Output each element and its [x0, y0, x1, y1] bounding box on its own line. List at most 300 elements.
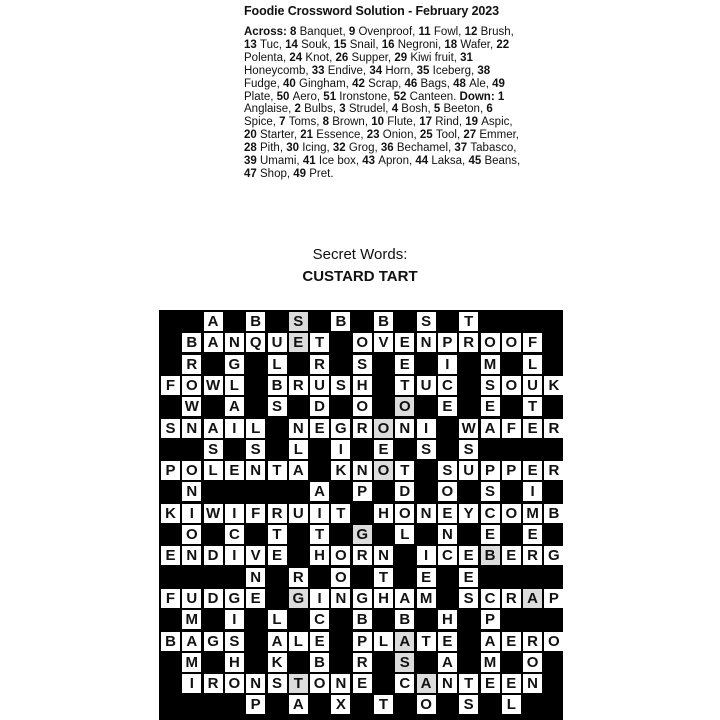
grid-cell: P — [246, 695, 265, 714]
grid-cell: E — [523, 419, 542, 438]
grid-cell: T — [374, 568, 393, 587]
grid-cell: L — [268, 355, 287, 374]
grid-cell: A — [268, 632, 287, 651]
grid-cell: H — [374, 504, 393, 523]
grid-cell: T — [395, 461, 414, 480]
grid-cell: X — [331, 695, 350, 714]
clue-number: 39 — [244, 155, 260, 168]
clue-list — [244, 26, 524, 181]
grid-cell: O — [523, 653, 542, 672]
clue-number: 38 — [477, 64, 491, 77]
grid-cell: S — [204, 440, 223, 459]
grid-cell: G — [289, 589, 308, 608]
grid-cell: U — [289, 504, 308, 523]
clue-answer: Emmer, — [479, 129, 519, 142]
grid-cell: I — [438, 355, 457, 374]
grid-cell: L — [204, 461, 223, 480]
grid-cell: K — [544, 376, 563, 395]
grid-cell: V — [374, 333, 393, 352]
grid-cell: K — [331, 461, 350, 480]
grid-cell: O — [502, 376, 521, 395]
grid-cell: L — [246, 419, 265, 438]
clue-answer: Negroni, — [397, 38, 445, 51]
clue-answer: Knot, — [305, 51, 336, 64]
grid-cell: G — [204, 632, 223, 651]
grid-cell: I — [225, 610, 244, 629]
grid-cell: N — [331, 589, 350, 608]
clue-number: 51 — [323, 90, 340, 103]
grid-cell: A — [395, 632, 414, 651]
clue-number: 9 — [348, 26, 359, 38]
grid-cell: A — [204, 333, 223, 352]
grid-cell: S — [459, 440, 478, 459]
clue-answer: Ironstone, — [339, 90, 394, 103]
grid-cell: E — [395, 333, 414, 352]
grid-cell: W — [204, 504, 223, 523]
grid-cell: B — [353, 610, 372, 629]
clue-number: 49 — [492, 77, 505, 90]
grid-cell: U — [417, 376, 436, 395]
grid-cell: A — [225, 397, 244, 416]
grid-cell: R — [523, 546, 542, 565]
clue-answer: Spice, — [244, 116, 280, 129]
clue-number: 1 — [497, 90, 505, 103]
grid-cell: V — [246, 546, 265, 565]
grid-cell: E — [523, 525, 542, 544]
grid-cell: A — [310, 482, 329, 501]
grid-cell: O — [310, 674, 329, 693]
grid-cell: R — [502, 589, 521, 608]
grid-cell: T — [374, 695, 393, 714]
secret-words-label: Secret Words: — [312, 246, 408, 263]
grid-cell: H — [374, 589, 393, 608]
clue-number: 30 — [286, 142, 303, 155]
clue-answer: Fowl, — [433, 26, 465, 38]
grid-cell: O — [502, 504, 521, 523]
grid-cell: O — [225, 674, 244, 693]
grid-cell: G — [353, 589, 372, 608]
clue-number: 46 — [404, 77, 421, 90]
grid-cell: I — [331, 440, 350, 459]
clue-number: 32 — [332, 142, 349, 155]
clue-answer: Ovenproof, — [358, 26, 419, 38]
clue-number: 20 — [244, 129, 260, 142]
clue-answer: Horn, — [385, 64, 417, 77]
clue-number: 23 — [366, 129, 383, 142]
clue-answer: Brown, — [332, 116, 372, 129]
grid-cell: E — [246, 589, 265, 608]
grid-cell: N — [353, 461, 372, 480]
grid-cell: T — [331, 504, 350, 523]
grid-cell: E — [310, 632, 329, 651]
clue-number: 24 — [289, 51, 306, 64]
grid-cell: N — [182, 546, 201, 565]
grid-cell: O — [182, 376, 201, 395]
clue-number: 29 — [394, 51, 411, 64]
grid-cell: E — [438, 632, 457, 651]
grid-cell: O — [502, 333, 521, 352]
clue-answer: Plate, — [244, 90, 277, 103]
clue-answer: Kiwi fruit, — [410, 51, 461, 64]
grid-cell: S — [268, 674, 287, 693]
grid-cell: P — [161, 461, 180, 480]
grid-cell: R — [289, 376, 308, 395]
clue-number: 19 — [465, 116, 482, 129]
clue-answer: Ice box, — [318, 155, 363, 168]
grid-cell: U — [182, 589, 201, 608]
clue-answer: Strudel, — [348, 103, 392, 116]
grid-cell: S — [481, 376, 500, 395]
grid-cell: L — [289, 632, 308, 651]
clue-number: 4 — [391, 103, 402, 116]
grid-cell: C — [481, 589, 500, 608]
clue-number: 27 — [463, 129, 480, 142]
grid-cell: N — [395, 419, 414, 438]
clue-number: 31 — [460, 51, 473, 64]
clue-answer: Aero, — [292, 90, 324, 103]
grid-cell: R — [544, 419, 563, 438]
grid-cell: E — [374, 440, 393, 459]
clue-number: 40 — [283, 77, 299, 90]
grid-cell: I — [182, 674, 201, 693]
clue-answer: Onion, — [382, 129, 420, 142]
clue-number: 47 — [244, 167, 260, 180]
grid-cell: S — [417, 312, 436, 331]
clue-number: 35 — [416, 64, 433, 77]
grid-cell: I — [310, 504, 329, 523]
grid-cell: M — [481, 653, 500, 672]
clue-answer: Brush, — [480, 26, 514, 38]
grid-cell: E — [459, 546, 478, 565]
grid-cell: T — [417, 632, 436, 651]
grid-cell: M — [182, 610, 201, 629]
grid-cell: B — [268, 376, 287, 395]
clue-answer: Gingham, — [299, 77, 353, 90]
clue-answer: Honeycomb, — [244, 64, 312, 77]
clue-number: 45 — [468, 155, 485, 168]
grid-cell: U — [523, 376, 542, 395]
grid-cell: B — [246, 312, 265, 331]
clue-number: 7 — [279, 116, 289, 129]
grid-cell: E — [481, 525, 500, 544]
grid-cell: I — [523, 482, 542, 501]
grid-cell: N — [417, 333, 436, 352]
grid-cell: L — [268, 610, 287, 629]
grid-cell: N — [182, 482, 201, 501]
grid-cell: E — [502, 674, 521, 693]
grid-cell: W — [182, 397, 201, 416]
clue-answer: Bosh, — [401, 103, 434, 116]
clue-answer: Icing, — [302, 142, 333, 155]
grid-cell: E — [289, 333, 308, 352]
clue-answer: Polenta, — [244, 51, 290, 64]
clue-answer: Pret. — [309, 167, 334, 180]
grid-cell: I — [225, 419, 244, 438]
grid-cell: R — [523, 632, 542, 651]
grid-cell: R — [353, 653, 372, 672]
clue-number: 3 — [339, 103, 349, 116]
clue-number: 44 — [415, 155, 432, 168]
grid-cell: M — [523, 504, 542, 523]
grid-cell: P — [502, 461, 521, 480]
grid-cell: D — [310, 397, 329, 416]
clue-number: 14 — [285, 38, 302, 51]
grid-cell: A — [417, 674, 436, 693]
clue-answer: Essence, — [316, 129, 367, 142]
clue-answer: Anglaise, — [244, 103, 295, 116]
grid-cell: H — [310, 546, 329, 565]
grid-cell: Y — [459, 504, 478, 523]
grid-cell: S — [353, 355, 372, 374]
grid-cell: E — [481, 397, 500, 416]
grid-cell: C — [481, 504, 500, 523]
grid-cell: H — [438, 610, 457, 629]
clue-number: 8 — [322, 116, 333, 129]
grid-cell: S — [395, 653, 414, 672]
grid-cell: P — [481, 461, 500, 480]
grid-cell: L — [502, 695, 521, 714]
grid-cell: M — [182, 653, 201, 672]
grid-cell: F — [246, 504, 265, 523]
grid-cell: I — [225, 504, 244, 523]
grid-cell: O — [417, 695, 436, 714]
clue-answer: Scrap, — [368, 77, 405, 90]
clue-number: 25 — [419, 129, 436, 142]
grid-cell: L — [395, 525, 414, 544]
grid-cell: U — [268, 333, 287, 352]
grid-cell: R — [353, 546, 372, 565]
clue-number: 37 — [454, 142, 471, 155]
grid-cell: R — [544, 461, 563, 480]
grid-cell: S — [289, 312, 308, 331]
grid-cell: O — [353, 333, 372, 352]
clue-answer: Bags, — [420, 77, 454, 90]
grid-cell: I — [417, 546, 436, 565]
clue-number: 26 — [335, 51, 352, 64]
grid-cell: A — [438, 653, 457, 672]
grid-cell: D — [204, 546, 223, 565]
grid-cell: C — [310, 610, 329, 629]
clue-answer: Tuc, — [260, 38, 286, 51]
grid-cell: A — [481, 632, 500, 651]
grid-cell: R — [268, 504, 287, 523]
grid-cell: E — [353, 674, 372, 693]
clue-number: 6 — [486, 103, 493, 116]
grid-cell: R — [182, 355, 201, 374]
grid-cell: E — [523, 461, 542, 480]
grid-cell: P — [544, 589, 563, 608]
clue-answer: Pith, — [260, 142, 287, 155]
grid-cell: C — [225, 525, 244, 544]
grid-cell: O — [438, 482, 457, 501]
grid-cell: O — [395, 397, 414, 416]
grid-cell: L — [374, 632, 393, 651]
grid-cell: N — [417, 504, 436, 523]
grid-cell: L — [225, 376, 244, 395]
grid-cell: N — [182, 419, 201, 438]
grid-cell: R — [459, 333, 478, 352]
grid-cell: W — [459, 419, 478, 438]
grid-cell: O — [395, 504, 414, 523]
grid-cell: T — [310, 525, 329, 544]
grid-cell: E — [481, 674, 500, 693]
grid-cell: F — [161, 376, 180, 395]
grid-cell: T — [395, 376, 414, 395]
grid-cell: E — [438, 504, 457, 523]
grid-cell: E — [310, 419, 329, 438]
clue-number: 16 — [381, 38, 398, 51]
grid-cell: O — [331, 546, 350, 565]
grid-cell: E — [225, 461, 244, 480]
clue-answer: Wafer, — [460, 38, 497, 51]
clue-number: 52 — [393, 90, 410, 103]
clue-number: 50 — [276, 90, 293, 103]
clue-number: 12 — [464, 26, 481, 38]
clue-answer: Grog, — [348, 142, 381, 155]
grid-cell: H — [225, 653, 244, 672]
grid-cell: O — [331, 568, 350, 587]
clue-answer: Shop, — [260, 167, 294, 180]
clue-answer: Ale, — [469, 77, 493, 90]
clue-answer: Supper, — [351, 51, 395, 64]
grid-cell: F — [502, 419, 521, 438]
crossword-grid — [159, 310, 563, 720]
grid-cell: B — [481, 546, 500, 565]
grid-cell: U — [459, 461, 478, 480]
grid-cell: A — [204, 312, 223, 331]
clue-answer: Snail, — [349, 38, 382, 51]
grid-cell: G — [225, 355, 244, 374]
clue-answer: Banquet, — [299, 26, 349, 38]
grid-cell: A — [481, 419, 500, 438]
grid-cell: G — [544, 546, 563, 565]
grid-cell: G — [225, 589, 244, 608]
grid-cell: S — [161, 419, 180, 438]
clue-number: 13 — [244, 38, 260, 51]
grid-cell: O — [182, 461, 201, 480]
grid-cell: W — [204, 376, 223, 395]
clue-answer: Laksa, — [431, 155, 469, 168]
grid-cell: O — [182, 525, 201, 544]
clue-number: 43 — [362, 155, 379, 168]
grid-cell: O — [544, 632, 563, 651]
clue-answer: Fudge, — [244, 77, 283, 90]
grid-cell: R — [289, 568, 308, 587]
grid-cell: E — [268, 546, 287, 565]
grid-cell: C — [438, 546, 457, 565]
grid-cell: K — [161, 504, 180, 523]
clue-answer: Endive, — [327, 64, 370, 77]
grid-cell: F — [161, 589, 180, 608]
grid-cell: N — [523, 674, 542, 693]
clue-number: 42 — [352, 77, 369, 90]
clue-number: 10 — [371, 116, 388, 129]
grid-cell: C — [395, 674, 414, 693]
grid-cell: T — [268, 525, 287, 544]
clue-number: 36 — [380, 142, 397, 155]
grid-cell: R — [204, 674, 223, 693]
grid-cell: N — [374, 546, 393, 565]
grid-cell: L — [523, 355, 542, 374]
clue-answer: Apron, — [378, 155, 416, 168]
grid-cell: C — [438, 376, 457, 395]
grid-cell: B — [374, 312, 393, 331]
grid-cell: B — [544, 504, 563, 523]
clue-answer: Beeton, — [443, 103, 487, 116]
clue-answer: Bechamel, — [396, 142, 455, 155]
grid-cell: P — [438, 333, 457, 352]
grid-cell: B — [182, 333, 201, 352]
grid-cell: T — [310, 333, 329, 352]
grid-cell: S — [459, 695, 478, 714]
grid-cell: A — [395, 589, 414, 608]
grid-cell: I — [182, 504, 201, 523]
grid-cell: O — [374, 461, 393, 480]
clue-number: 49 — [293, 167, 310, 180]
grid-cell: E — [502, 546, 521, 565]
clue-answer: Starter, — [260, 129, 301, 142]
grid-cell: P — [353, 482, 372, 501]
grid-cell: N — [331, 674, 350, 693]
grid-cell: B — [310, 653, 329, 672]
grid-cell: E — [417, 568, 436, 587]
grid-cell: B — [331, 312, 350, 331]
clue-answer: Iceberg, — [432, 64, 478, 77]
grid-cell: F — [523, 333, 542, 352]
grid-cell: K — [268, 653, 287, 672]
grid-cell: E — [161, 546, 180, 565]
grid-cell: A — [182, 632, 201, 651]
grid-cell: N — [438, 525, 457, 544]
grid-cell: T — [268, 461, 287, 480]
clue-number: 17 — [419, 116, 436, 129]
clue-answer: Tabasco, — [470, 142, 517, 155]
clue-number: 48 — [453, 77, 470, 90]
clue-number: 15 — [333, 38, 350, 51]
grid-cell: E — [395, 355, 414, 374]
clue-number: 21 — [300, 129, 317, 142]
clue-number: 28 — [244, 142, 260, 155]
clue-number: 2 — [294, 103, 305, 116]
grid-cell: B — [395, 610, 414, 629]
grid-cell: T — [523, 397, 542, 416]
grid-cell: G — [353, 525, 372, 544]
clue-answer: Flute, — [387, 116, 420, 129]
grid-cell: R — [353, 419, 372, 438]
clue-answer: Souk, — [301, 38, 334, 51]
clue-answer: Canteen. — [409, 90, 460, 103]
clue-answer: Aspic, — [481, 116, 513, 129]
grid-cell: N — [289, 419, 308, 438]
grid-cell: N — [438, 674, 457, 693]
grid-cell: Q — [246, 333, 265, 352]
grid-cell: P — [353, 632, 372, 651]
grid-cell: I — [225, 546, 244, 565]
grid-cell: S — [268, 397, 287, 416]
grid-cell: T — [459, 312, 478, 331]
grid-cell: S — [225, 632, 244, 651]
grid-cell: E — [438, 397, 457, 416]
clue-answer: Toms, — [288, 116, 323, 129]
grid-cell: S — [438, 461, 457, 480]
grid-cell: N — [246, 674, 265, 693]
clue-section-label: Across: — [244, 26, 291, 38]
clue-answer: Bulbs, — [304, 103, 340, 116]
clue-answer: Tool, — [435, 129, 464, 142]
grid-cell: M — [417, 589, 436, 608]
grid-cell: D — [204, 589, 223, 608]
grid-cell: U — [310, 376, 329, 395]
